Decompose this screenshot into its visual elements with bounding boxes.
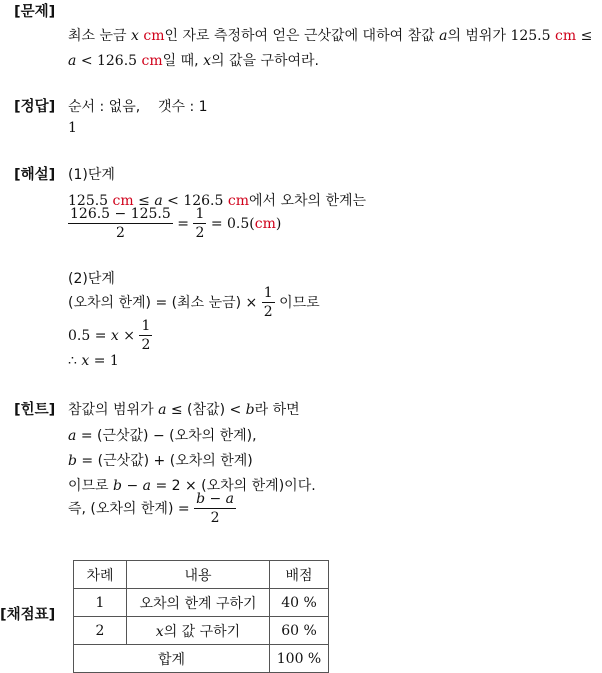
number: 125.5 <box>510 28 551 44</box>
step-2-line-1 <box>68 285 320 321</box>
unit-cm: cm <box>141 53 163 69</box>
row-order: 2 <box>74 617 127 645</box>
var-x: x <box>155 623 164 640</box>
table-row <box>74 617 329 645</box>
hint-text: 이다. <box>284 478 316 494</box>
table-total-row <box>74 645 329 673</box>
hint-line-3 <box>68 450 253 470</box>
fraction-denominator: 2 <box>263 304 273 320</box>
row-score: 60 % <box>270 617 329 645</box>
fraction <box>262 285 275 321</box>
fraction-numerator: 1 <box>195 206 205 222</box>
number: 126.5 <box>183 193 224 209</box>
unit-cm: cm <box>227 193 249 209</box>
problem-text: 의 범위가 <box>447 28 506 44</box>
fraction-denominator: 2 <box>68 223 173 242</box>
var-b: b <box>245 402 255 418</box>
problem-text: 인 자로 측정하여 얻은 근삿값에 대하여 참값 <box>164 28 435 44</box>
fraction-numerator: b − a <box>196 491 235 507</box>
var-x: x <box>81 353 90 369</box>
unit-cm: cm <box>254 216 276 232</box>
problem-line-2 <box>68 50 319 70</box>
hint-label: [힌트] <box>14 402 56 418</box>
problem-line-1 <box>68 25 592 45</box>
var-a: a <box>142 478 151 494</box>
unit-cm: cm <box>112 193 134 209</box>
problem-text: 일 때, <box>162 53 199 69</box>
times-symbol: × <box>123 328 135 344</box>
hint-text: ≤ (참값) < <box>170 402 242 418</box>
hint-line-1 <box>68 399 300 419</box>
total-score: 100 % <box>270 645 329 673</box>
fraction <box>193 206 206 242</box>
explanation-text: = (최소 눈금) × <box>155 295 258 311</box>
therefore-symbol: ∴ <box>68 353 77 369</box>
row-order: 1 <box>74 589 127 617</box>
var-x: x <box>131 28 139 44</box>
table-row <box>74 589 329 617</box>
var-a: a <box>68 428 77 444</box>
hint-text: 참값의 범위가 <box>68 402 154 418</box>
var-x: x <box>110 328 119 344</box>
explanation-label: [해설] <box>14 167 56 183</box>
hint-line-5 <box>68 491 236 527</box>
hint-text: = (근삿값) − (오차의 한계), <box>80 428 257 444</box>
step-2-label: (2)단계 <box>68 271 115 287</box>
problem-text: 의 값을 구하여라. <box>210 53 319 69</box>
fraction <box>194 491 236 527</box>
row-content: 오차의 한계 구하기 <box>127 589 270 617</box>
problem-text: 최소 눈금 <box>68 28 127 44</box>
fraction-numerator: 1 <box>263 285 273 301</box>
explanation-text: (오차의 한계) <box>68 295 151 311</box>
explanation-text: 에서 오차의 한계는 <box>248 193 367 209</box>
var-a: a <box>439 28 448 44</box>
unit-cm: cm <box>143 28 165 44</box>
unit-cm: cm <box>554 28 577 44</box>
fraction <box>68 206 173 242</box>
fraction-denominator: 2 <box>141 337 151 353</box>
number: 125.5 <box>68 193 109 209</box>
header-order: 차례 <box>74 561 127 589</box>
var-a: a <box>158 402 167 418</box>
header-content: 내용 <box>127 561 270 589</box>
var-a: a <box>68 53 77 69</box>
fraction-denominator: 2 <box>194 508 236 527</box>
answer-value: 1 <box>68 120 77 136</box>
row-score: 40 % <box>270 589 329 617</box>
step-2-line-3 <box>68 353 119 369</box>
problem-label: [문제] <box>14 4 56 20</box>
fraction <box>139 318 152 354</box>
lt-symbol: < <box>167 193 179 209</box>
hint-text: 즉, (오차의 한계) = <box>68 501 190 517</box>
scoring-table <box>73 560 329 673</box>
total-label: 합계 <box>74 645 270 673</box>
equals: = <box>177 216 189 232</box>
answer-label: [정답] <box>14 99 56 115</box>
step-2-line-2 <box>68 318 152 354</box>
var-a: a <box>154 193 163 209</box>
step-1-label: (1)단계 <box>68 167 115 183</box>
table-header-row <box>74 561 329 589</box>
explanation-math: = 1 <box>93 353 119 369</box>
hint-text: 이므로 <box>68 478 109 494</box>
var-x: x <box>203 53 211 69</box>
fraction-numerator: 1 <box>141 318 151 334</box>
leq-symbol: ≤ <box>138 193 150 209</box>
hint-line-2 <box>68 425 257 445</box>
result-value: = 0.5( <box>210 216 255 232</box>
explanation-math: 0.5 = <box>68 328 107 344</box>
fraction-denominator: 2 <box>195 225 205 241</box>
hint-text: = (근삿값) + (오차의 한계) <box>81 453 253 469</box>
header-score: 배점 <box>270 561 329 589</box>
step-1-fraction-line <box>68 206 281 242</box>
inequality: < 126.5 <box>80 53 138 69</box>
hint-text: = 2 × (오차의 한계) <box>155 478 285 494</box>
fraction-numerator: 126.5 − 125.5 <box>70 206 171 222</box>
row-content <box>127 617 270 645</box>
hint-text: 라 하면 <box>254 402 300 418</box>
row-content-text: 의 값 구하기 <box>163 623 241 640</box>
var-b: b <box>68 453 77 469</box>
leq-symbol: ≤ <box>580 28 593 44</box>
explanation-text: 이므로 <box>279 295 320 311</box>
answer-order-count: 순서 : 없음, 갯수 : 1 <box>68 99 208 115</box>
scoring-label: [채점표] <box>0 607 56 623</box>
var-b: b <box>113 478 122 494</box>
minus-symbol: − <box>126 478 139 494</box>
paren-close: ) <box>275 216 282 232</box>
